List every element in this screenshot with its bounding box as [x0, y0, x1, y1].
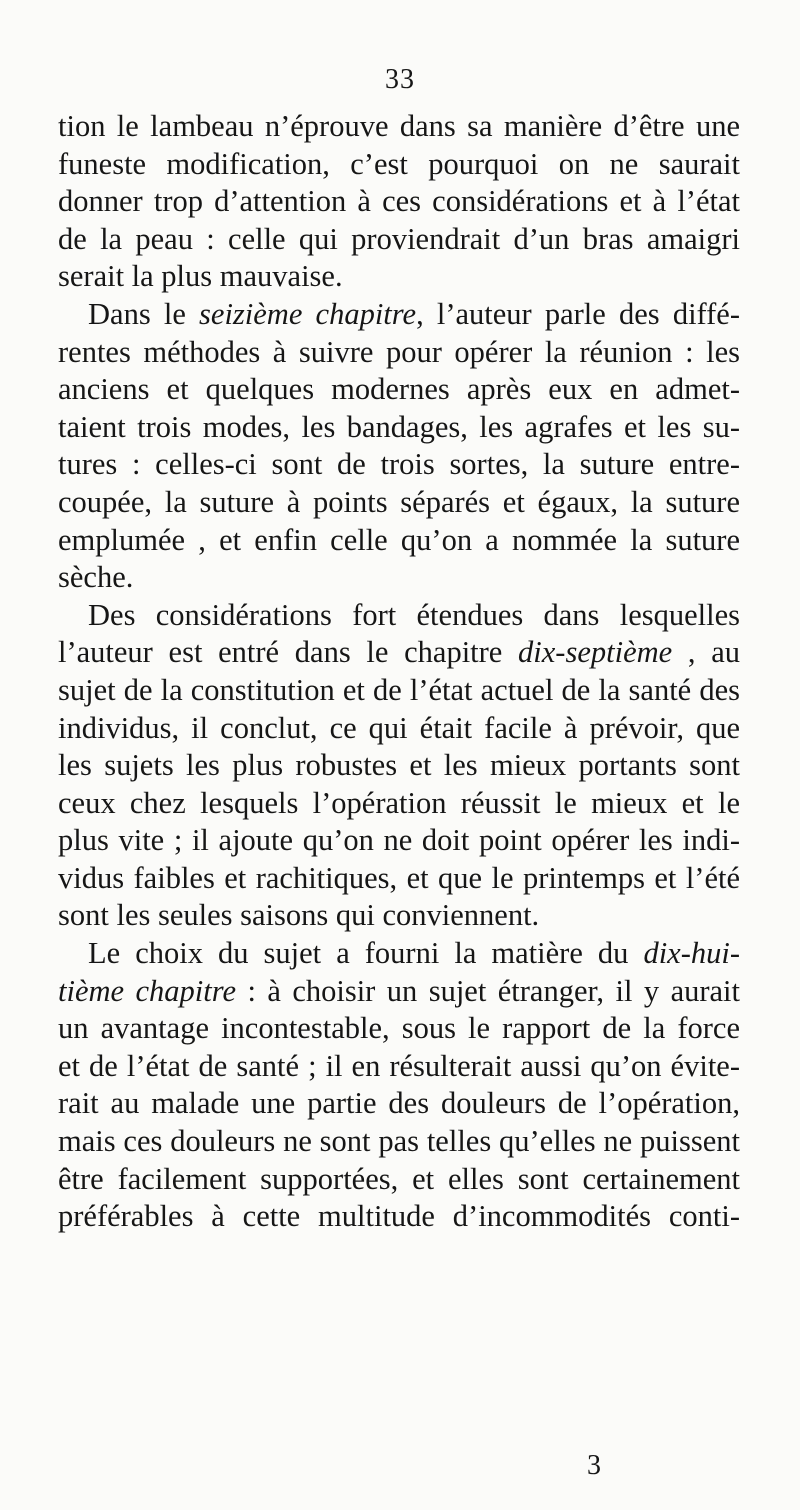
- text-line: sèche.: [58, 560, 134, 595]
- text-line: de la peau : celle qui proviendrait d’un bras amaigri: [58, 221, 740, 256]
- text-line: Des considérations fort étendues dans lesquelles: [88, 597, 740, 632]
- text-line: anciens et quelques modernes après eux en admet-: [58, 372, 740, 407]
- text-segment: , au: [672, 635, 740, 670]
- text-line: sont les seules saisons qui conviennent.: [58, 898, 540, 933]
- italic-segment: dix-hui-: [643, 936, 740, 971]
- signature-mark: 3: [587, 1450, 601, 1481]
- text-line: vidus faibles et rachitiques, et que le printemps et l’été: [58, 860, 740, 895]
- text-line: donner trop d’attention à ces considérations et à l’état: [58, 184, 740, 219]
- text-line: coupée, la suture à points séparés et égaux, la suture: [58, 484, 740, 519]
- text-segment: : à choisir un sujet étranger, il y aurait: [236, 973, 740, 1008]
- text-segment: Le choix du sujet a fourni la matière du: [88, 936, 644, 971]
- text-line: rait au malade une partie des douleurs de l’opération,: [58, 1086, 740, 1121]
- text-line: [58, 634, 740, 672]
- text-line: être facilement supportées, et elles sont certainement: [58, 1161, 740, 1196]
- text-line: [58, 973, 740, 1011]
- italic-segment: tième chapitre: [58, 973, 236, 1008]
- text-line: emplumée , et enfin celle qu’on a nommée la suture: [58, 522, 740, 557]
- text-line: tion le lambeau n’éprouve dans sa manière d’être une: [58, 109, 740, 143]
- page-number: 33: [385, 64, 415, 95]
- text-line: individus, il conclut, ce qui était facile à prévoir, que: [58, 710, 740, 745]
- italic-segment: dix-septième: [518, 635, 673, 670]
- text-line: et de l’état de santé ; il en résulterait aussi qu’on évite-: [58, 1048, 740, 1083]
- text-line: plus vite ; il ajoute qu’on ne doit point opérer les indi-: [58, 823, 740, 858]
- italic-segment: seizième chapitre: [199, 296, 417, 331]
- text-segment: Dans le: [88, 296, 200, 331]
- text-line: serait la plus mauvaise.: [58, 259, 343, 294]
- text-line: un avantage incontestable, sous le rapport de la force: [58, 1011, 740, 1046]
- text-line: sujet de la constitution et de l’état actuel de la santé des: [58, 672, 740, 707]
- body-text: [58, 108, 740, 1236]
- text-line: [58, 935, 740, 973]
- text-line: les sujets les plus robustes et les mieux portants sont: [58, 748, 740, 783]
- text-line: taient trois modes, les bandages, les agrafes et les su-: [58, 409, 740, 444]
- text-line: préférables à cette multitude d’incommodités conti-: [58, 1199, 740, 1234]
- text-line: ceux chez lesquels l’opération réussit le mieux et le: [58, 785, 740, 820]
- text-line: mais ces douleurs ne sont pas telles qu’elles ne puissent: [58, 1124, 740, 1159]
- text-line: [58, 296, 740, 334]
- text-line: funeste modification, c’est pourquoi on ne saurait: [58, 146, 740, 181]
- text-line: tures : celles-ci sont de trois sortes, la suture entre-: [58, 447, 740, 482]
- text-segment: l’auteur est entré dans le chapitre: [58, 635, 519, 670]
- text-line: rentes méthodes à suivre pour opérer la réunion : les: [58, 334, 740, 369]
- text-segment: , l’auteur parle des diffé-: [416, 296, 740, 331]
